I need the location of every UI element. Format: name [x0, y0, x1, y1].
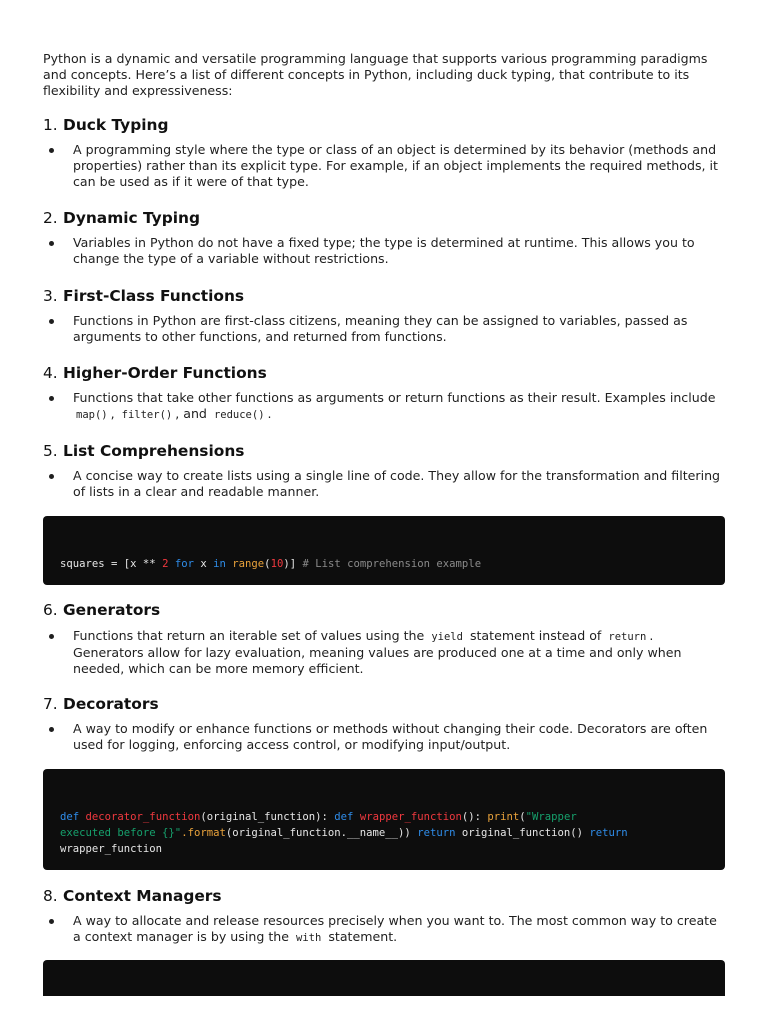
code-token: print	[487, 811, 520, 823]
heading-number: 8.	[43, 887, 58, 905]
separator: .	[649, 628, 654, 643]
bullet-text	[73, 913, 723, 946]
code-token: def	[334, 811, 354, 823]
code-comment: # List comprehension example	[302, 558, 482, 570]
code-token: 2	[162, 558, 169, 570]
heading-generators	[43, 600, 160, 620]
list-item	[43, 721, 723, 753]
heading-title: First-Class Functions	[63, 287, 245, 305]
inline-code: map()	[76, 409, 108, 421]
heading-title: Decorators	[63, 695, 159, 713]
inline-code: reduce()	[213, 409, 265, 421]
bullet-text-part: Generators allow for lazy evaluation, meaning values are produced one at a time and only when needed, which can be more memory efficient.	[73, 645, 682, 676]
code-token: (	[519, 811, 526, 823]
code-token: .format	[181, 827, 226, 839]
code-token: decorator_function	[85, 811, 201, 823]
code-line	[60, 556, 711, 572]
code-token: in	[213, 558, 226, 570]
separator: .	[267, 406, 272, 421]
bullet-icon	[49, 474, 54, 479]
heading-list-comprehensions	[43, 441, 244, 461]
list-item	[43, 390, 723, 423]
code-block-list-comprehension	[43, 516, 725, 585]
heading-decorators	[43, 694, 159, 714]
code-token: )]	[283, 558, 297, 570]
code-block-decorator	[43, 769, 725, 870]
list-item	[43, 313, 723, 345]
bullet-text: Functions in Python are first-class citizens, meaning they can be assigned to variables, passed as arguments to other functions, and returned from functions.	[73, 313, 688, 344]
code-token: return	[589, 827, 628, 839]
code-token: def	[60, 811, 80, 823]
bullet-text: A concise way to create lists using a single line of code. They allow for the transformation and filtering of lists in a clear and readable manner.	[73, 468, 721, 499]
bullet-text-part: Functions that return an iterable set of values using the	[73, 628, 425, 643]
code-token: for	[174, 558, 194, 570]
code-token: executed before {}"	[60, 827, 182, 839]
bullet-icon	[49, 241, 54, 246]
bullet-icon	[49, 319, 54, 324]
heading-title: Higher-Order Functions	[63, 364, 267, 382]
heading-title: Duck Typing	[63, 116, 169, 134]
bullet-text: Variables in Python do not have a fixed type; the type is determined at runtime. This allows you to change the type of a variable without restrictions.	[73, 235, 695, 266]
heading-title: Context Managers	[63, 887, 222, 905]
heading-title: List Comprehensions	[63, 442, 245, 460]
heading-dynamic-typing	[43, 208, 200, 228]
heading-number: 7.	[43, 695, 58, 713]
bullet-text-part: statement.	[328, 929, 398, 944]
heading-context-managers	[43, 886, 222, 906]
code-token: "Wrapper	[525, 811, 577, 823]
intro-paragraph: Python is a dynamic and versatile programming language that supports various programming paradigms and concepts. Here’s a list of different concepts in Python, including duck typing, that contribute to its flexibility and expressiveness:	[43, 51, 708, 98]
separator: ,	[110, 406, 115, 421]
list-item	[43, 468, 723, 500]
code-token: x	[193, 558, 214, 570]
heading-higher-order-functions	[43, 363, 267, 383]
list-item	[43, 628, 723, 677]
inline-code: return	[608, 631, 647, 643]
heading-number: 4.	[43, 364, 58, 382]
code-lines	[60, 809, 711, 857]
heading-number: 6.	[43, 601, 58, 619]
code-block-context-manager	[43, 960, 725, 996]
bullet-icon	[49, 396, 54, 401]
heading-title: Dynamic Typing	[63, 209, 200, 227]
heading-first-class-functions	[43, 286, 244, 306]
bullet-text-part: Functions that take other functions as arguments or return functions as their result. Examples include	[73, 390, 716, 405]
code-token: (	[264, 558, 271, 570]
list-item	[43, 142, 723, 190]
bullet-icon	[49, 727, 54, 732]
code-token: wrapper_function	[359, 811, 462, 823]
code-token: original_function()	[455, 827, 590, 839]
heading-duck-typing	[43, 115, 168, 135]
heading-title: Generators	[63, 601, 161, 619]
separator: , and	[175, 406, 207, 421]
bullet-text-part: statement instead of	[469, 628, 602, 643]
bullet-icon	[49, 634, 54, 639]
code-token: return	[417, 827, 456, 839]
inline-code: filter()	[121, 409, 173, 421]
bullet-icon	[49, 919, 54, 924]
inline-code: with	[296, 932, 322, 944]
code-token: 10	[270, 558, 284, 570]
heading-number: 2.	[43, 209, 58, 227]
inline-code: yield	[431, 631, 463, 643]
bullet-icon	[49, 148, 54, 153]
bullet-text: A programming style where the type or class of an object is determined by its behavior (methods and properties) rather than its explicit type. For example, if an object implements the required methods, it can be used as if it were of that type.	[73, 142, 718, 189]
code-token: wrapper_function	[60, 843, 163, 855]
bullet-text	[73, 628, 723, 677]
code-token: (original_function.__name__))	[225, 827, 418, 839]
code-token: squares = [x **	[60, 558, 163, 570]
bullet-text	[73, 390, 723, 423]
bullet-text: A way to modify or enhance functions or methods without changing their code. Decorators are often used for logging, enforcing access control, or modifying input/output.	[73, 721, 708, 752]
bullet-text-part: A way to allocate and release resources precisely when you want to. The most common way to create a context manager is by using the	[73, 913, 717, 944]
list-item	[43, 235, 723, 267]
code-token: ():	[461, 811, 488, 823]
heading-number: 3.	[43, 287, 58, 305]
code-token: (original_function):	[200, 811, 335, 823]
list-item	[43, 913, 723, 946]
heading-number: 5.	[43, 442, 58, 460]
heading-number: 1.	[43, 116, 58, 134]
code-token: range	[232, 558, 265, 570]
